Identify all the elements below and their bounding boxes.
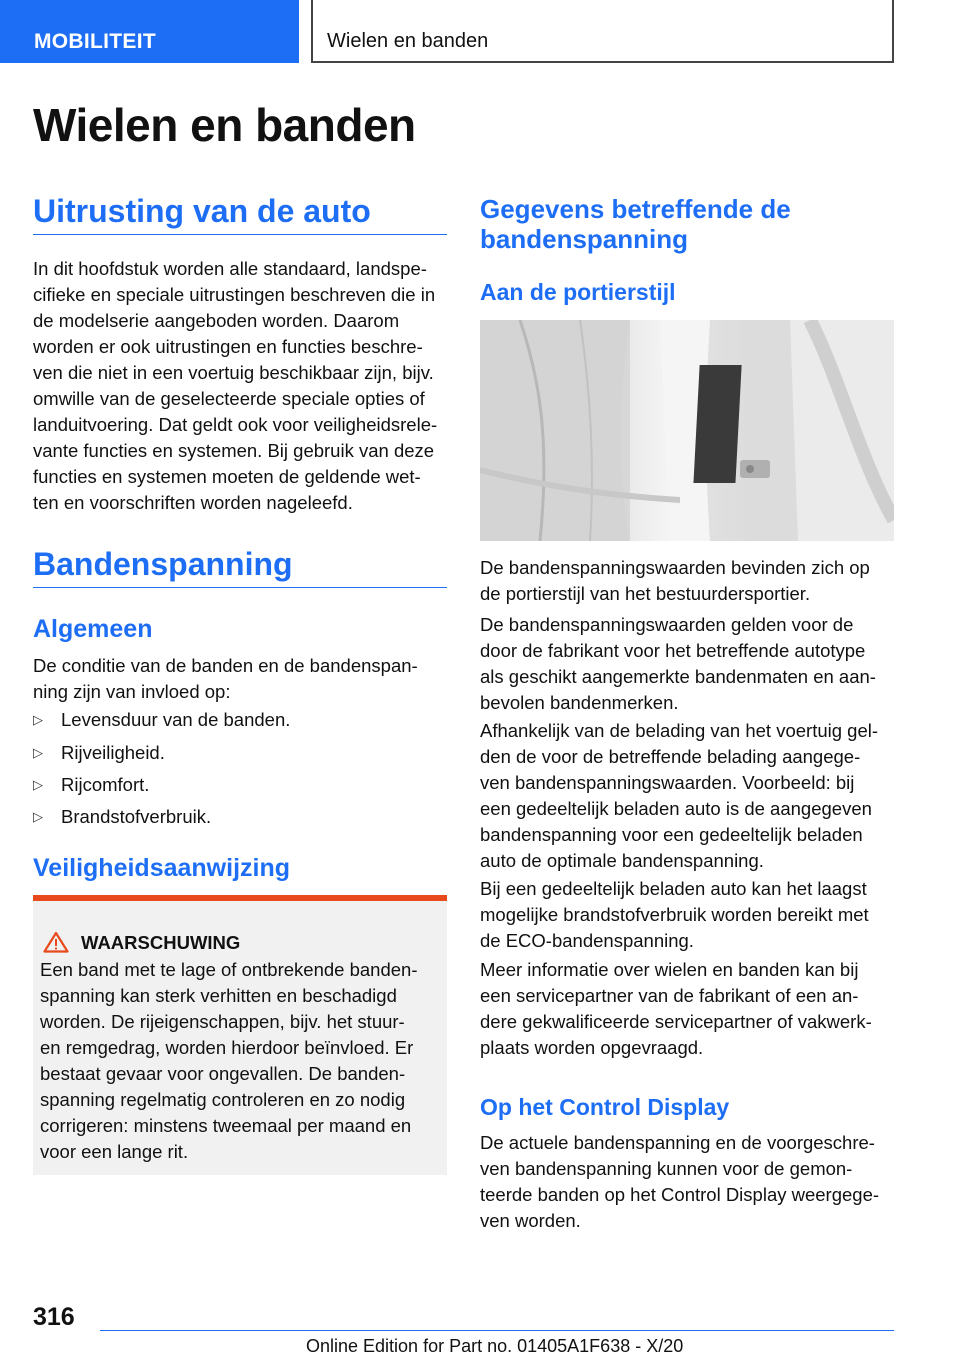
section-label: MOBILITEIT: [34, 30, 156, 53]
heading-rule: [33, 234, 447, 235]
text-line: ven die niet in een voertuig beschikbaar zijn, bijv.: [33, 362, 434, 383]
page-number: 316: [33, 1303, 75, 1331]
paragraph-1: [480, 555, 896, 607]
text-line: de ECO-bandenspanning.: [480, 930, 694, 951]
text-line: vante functies en systemen. Bij gebruik van deze: [33, 440, 435, 461]
text-line: worden. De rijeigenschappen, bijv. het stuur-: [40, 1011, 405, 1032]
heading-veiligheid: Veiligheidsaanwijzing: [33, 854, 291, 882]
door-pillar-photo: [480, 320, 894, 541]
text-line: spanning kan sterk verhitten en beschadigd: [40, 985, 397, 1006]
text-line: Afhankelijk van de belading van het voertuig gel-: [480, 720, 879, 741]
text-line: spanning regelmatig controleren en zo nodig: [40, 1089, 406, 1110]
triangle-bullet-icon: ▷: [33, 777, 43, 792]
text-line: functies en systemen moeten de geldende wet-: [33, 466, 421, 487]
text-line: teerde banden op het Control Display weergege-: [480, 1184, 880, 1205]
text-line: een servicepartner van de fabrikant of een an-: [480, 985, 859, 1006]
list-item: ▷ Rijcomfort.: [33, 772, 149, 798]
warning-title: WAARSCHUWING: [81, 932, 241, 953]
text-line: ning zijn van invloed op:: [33, 681, 231, 702]
heading-bandenspanning: Bandenspanning: [33, 546, 293, 582]
text-line: De bandenspanningswaarden bevinden zich op: [480, 557, 870, 578]
warning-header: [43, 931, 240, 954]
text-line: de portierstijl van het bestuurdersportier.: [480, 583, 811, 604]
heading-algemeen: Algemeen: [33, 615, 153, 643]
paragraph-5: [480, 957, 896, 1061]
text-line: corrigeren: minstens tweemaal per maand en: [40, 1115, 412, 1136]
text-line: bandenspanning voor een gedeeltelijk beladen: [480, 824, 863, 845]
text-line: Een band met te lage of ontbrekende banden-: [40, 959, 418, 980]
text-line: Bij een gedeeltelijk beladen auto kan het laagst: [480, 878, 867, 899]
text-line: een gedeeltelijk beladen auto is de aangegeven: [480, 798, 872, 819]
triangle-bullet-icon: ▷: [33, 745, 43, 760]
triangle-bullet-icon: ▷: [33, 712, 43, 727]
text-line: De actuele bandenspanning en de voorgeschre-: [480, 1132, 875, 1153]
list-item: ▷ Levensduur van de banden.: [33, 707, 290, 733]
text-line: dere gekwalificeerde servicepartner of vakwerk-: [480, 1011, 872, 1032]
text-line: landuitvoering. Dat geldt ook voor veiligheidsrele-: [33, 414, 438, 435]
paragraph-uitrusting: [33, 256, 449, 516]
text-line: bestaat gevaar voor ongevallen. De banden-: [40, 1063, 406, 1084]
text-line: mogelijke brandstofverbruik worden bereikt met: [480, 904, 869, 925]
text-line: als geschikt aangemerkte bandenmaten en aan-: [480, 666, 876, 687]
triangle-bullet-icon: ▷: [33, 809, 43, 824]
footer-rule: [100, 1330, 894, 1331]
text-line: Meer informatie over wielen en banden kan bij: [480, 959, 859, 980]
paragraph-algemeen: [33, 653, 449, 705]
section-tab: [0, 0, 299, 63]
text-line: worden er ook uitrustingen en functies beschre-: [33, 336, 423, 357]
paragraph-3: [480, 718, 896, 874]
text-line: ven bandenspanningswaarden. Voorbeeld: bij: [480, 772, 855, 793]
warning-text: [40, 957, 440, 1165]
text-line: den de voor de betreffende belading aangege-: [480, 746, 861, 767]
heading-gegevens: Gegevens betreffende de bandenspanning: [480, 194, 791, 254]
text-line: ven worden.: [480, 1210, 581, 1231]
text-line: bevolen bandenmerken.: [480, 692, 679, 713]
text-line: De conditie van de banden en de bandenspan-: [33, 655, 418, 676]
warning-box: [33, 895, 447, 1175]
text-line: de modelserie aangeboden worden. Daarom: [33, 310, 400, 331]
text-line: omwille van de geselecteerde speciale opties of: [33, 388, 425, 409]
chapter-label: Wielen en banden: [327, 30, 489, 52]
list-item: ▷ Brandstofverbruik.: [33, 804, 211, 830]
paragraph-4: [480, 876, 896, 954]
paragraph-2: [480, 612, 896, 716]
warning-triangle-icon: [43, 931, 69, 953]
page-title: Wielen en banden: [33, 99, 416, 151]
text-line: voor een lange rit.: [40, 1141, 189, 1162]
heading-uitrusting: Uitrusting van de auto: [33, 193, 371, 229]
paragraph-6: [480, 1130, 896, 1234]
edition-text: Online Edition for Part no. 01405A1F638 - X/20: [306, 1336, 684, 1356]
text-line: ven bandenspanning kunnen voor de gemon-: [480, 1158, 853, 1179]
text-line: cifieke en speciale uitrustingen beschreven die in: [33, 284, 436, 305]
door-pillar-illustration: [480, 320, 894, 541]
text-line: plaats worden opgevraagd.: [480, 1037, 704, 1058]
text-line: door de fabrikant voor het betreffende autotype: [480, 640, 866, 661]
chapter-header: [311, 0, 894, 63]
heading-portierstijl: Aan de portierstijl: [480, 279, 676, 305]
text-line: De bandenspanningswaarden gelden voor de: [480, 614, 854, 635]
text-line: In dit hoofdstuk worden alle standaard, landspe-: [33, 258, 427, 279]
list-item: ▷ Rijveiligheid.: [33, 740, 165, 766]
text-line: ten en voorschriften worden nageleefd.: [33, 492, 353, 513]
heading-rule: [33, 587, 447, 588]
text-line: en remgedrag, worden hierdoor beïnvloed. Er: [40, 1037, 414, 1058]
heading-control-display: Op het Control Display: [480, 1094, 730, 1120]
text-line: auto de optimale bandenspanning.: [480, 850, 764, 871]
